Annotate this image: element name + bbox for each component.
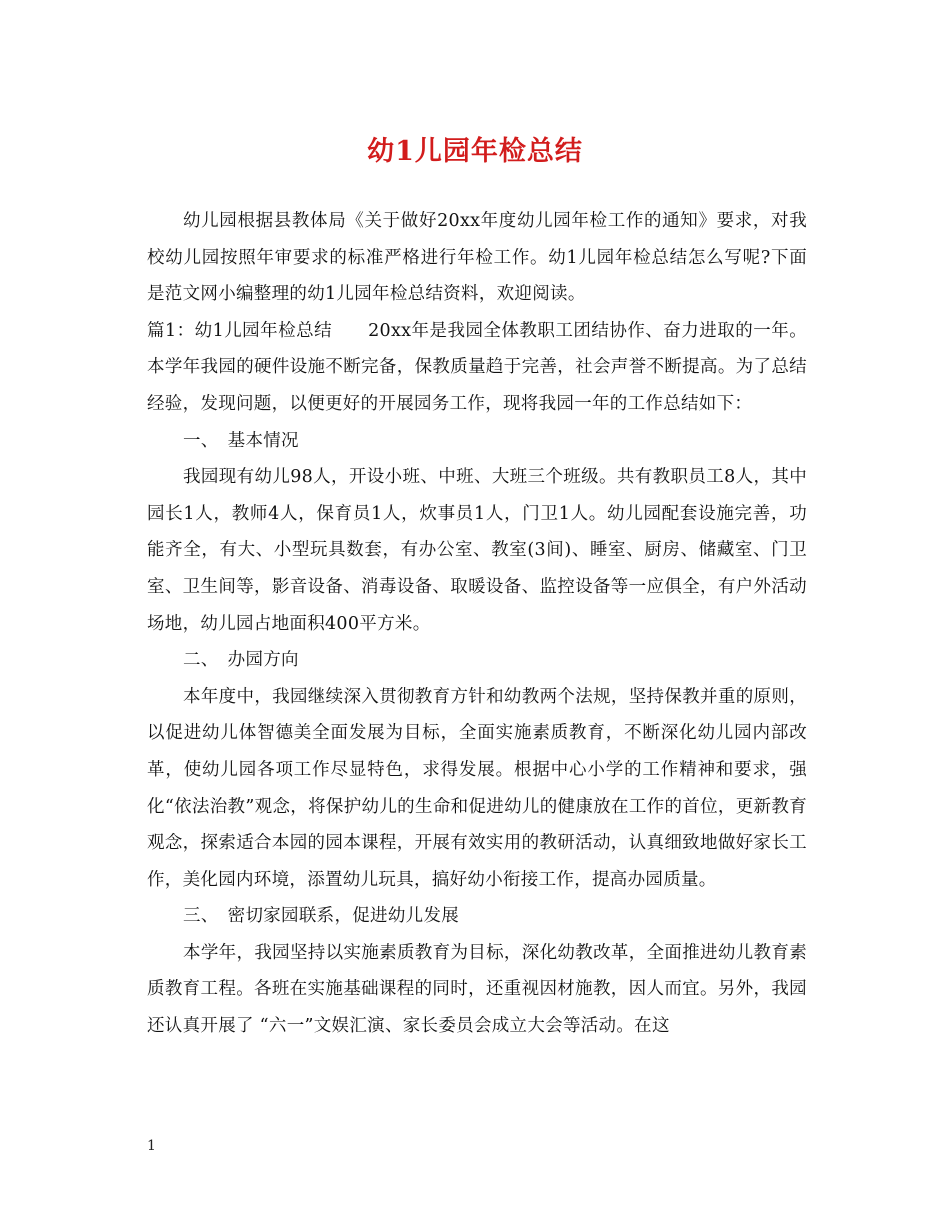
section-heading: 二、 办园方向 [183, 650, 299, 671]
document-title: 幼1儿园年检总结 [367, 136, 583, 167]
section-heading: 三、 密切家园联系，促进幼儿发展 [183, 906, 460, 927]
body-paragraph: 我园现有幼儿98人，开设小班、中班、大班三个班级。共有教职员工8人，其中园长1人，教师4人，保育员1人，炊事员1人，门卫1人。幼儿园配套设施完善，功能齐全，有大、小型玩具数套，有办公室、教室(3间)、睡室、厨房、储藏室、门卫室、卫生间等，影音设备、消毒设备、取暖设备、监控设备等一应俱全，有户外活动场地，幼儿园占地面积400平方米。 [147, 467, 807, 634]
intro-paragraph: 幼儿园根据县教体局《关于做好20xx年度幼儿园年检工作的通知》要求，对我校幼儿园按照年审要求的标准严格进行年检工作。幼1儿园年检总结怎么写呢?下面是范文网小编整理的幼1儿园年检总结资料，欢迎阅读。 [147, 211, 807, 305]
section-heading: 一、 基本情况 [183, 430, 299, 451]
section-paragraph: 篇1：幼1儿园年检总结 20xx年是我园全体教职工团结协作、奋力进取的一年。本学年我园的硬件设施不断完备，保教质量趋于完善，社会声誉不断提高。为了总结经验，发现问题，以便更好的开展园务工作，现将我园一年的工作总结如下： [147, 320, 807, 414]
document-body [147, 203, 807, 1045]
body-paragraph: 本年度中，我园继续深入贯彻教育方针和幼教两个法规，坚持保教并重的原则，以促进幼儿体智德美全面发展为目标，全面实施素质教育，不断深化幼儿园内部改革，使幼儿园各项工作尽显特色，求得发展。根据中心小学的工作精神和要求，强化“依法治教”观念，将保护幼儿的生命和促进幼儿的健康放在工作的首位，更新教育观念，探索适合本园的园本课程，开展有效实用的教研活动，认真细致地做好家长工作，美化园内环境，添置幼儿玩具，搞好幼小衔接工作，提高办园质量。 [147, 686, 807, 890]
body-paragraph: 本学年，我园坚持以实施素质教育为目标，深化幼教改革，全面推进幼儿教育素质教育工程。各班在实施基础课程的同时，还重视因材施教，因人而宜。另外，我园还认真开展了 “六一”文娱汇演、家长委员会成立大会等活动。在这 [147, 942, 807, 1037]
page-number: 1 [147, 1138, 156, 1154]
